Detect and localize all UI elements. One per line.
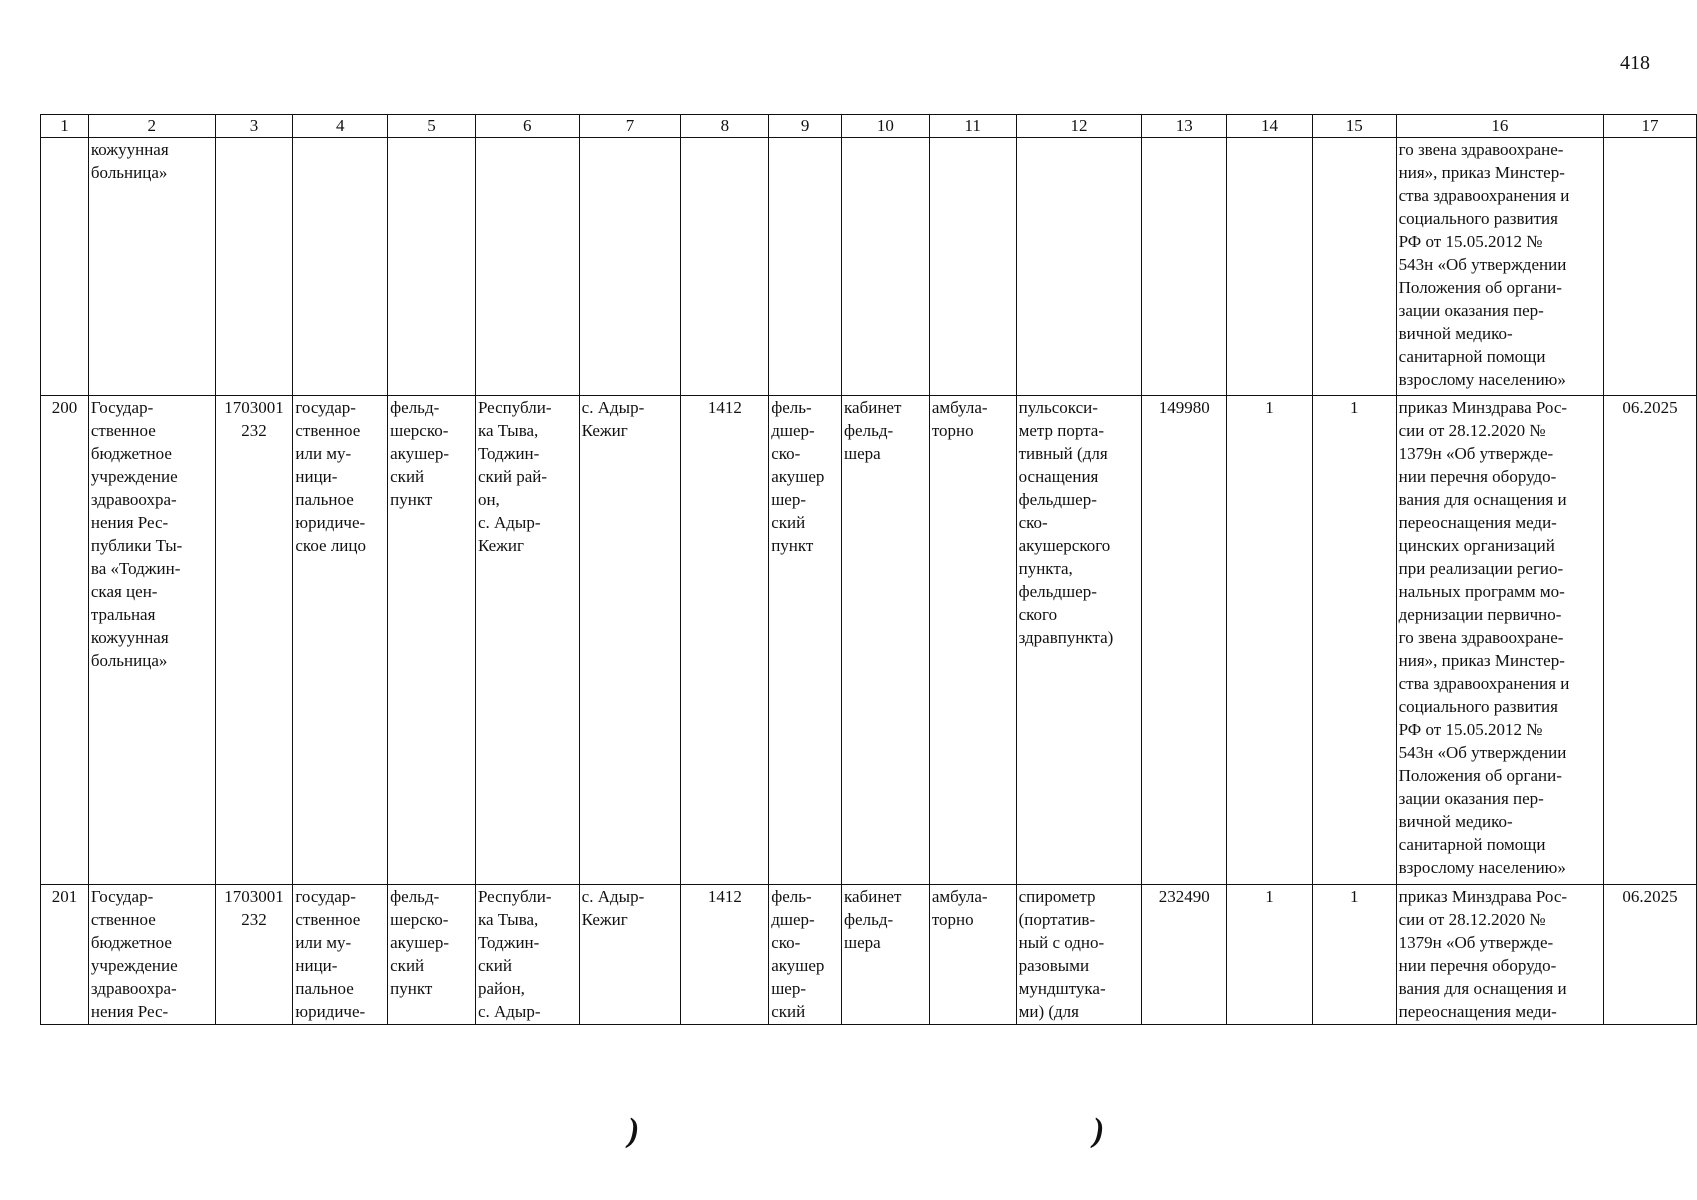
organization-code: 1703001 232	[215, 885, 293, 1025]
column-number: 14	[1227, 115, 1313, 138]
care-form	[929, 138, 1016, 396]
column-number: 16	[1396, 115, 1603, 138]
column-number: 11	[929, 115, 1016, 138]
quantity: 1	[1227, 885, 1313, 1025]
column-number: 13	[1142, 115, 1227, 138]
page-number: 418	[1620, 52, 1650, 74]
care-form: амбула- торно	[929, 396, 1016, 885]
quantity: 1	[1227, 396, 1313, 885]
care-form: амбула- торно	[929, 885, 1016, 1025]
quantity	[1227, 138, 1313, 396]
column-number: 5	[388, 115, 476, 138]
settlement	[579, 138, 681, 396]
date	[1604, 138, 1697, 396]
column-number: 10	[842, 115, 930, 138]
date: 06.2025	[1604, 396, 1697, 885]
legal-basis: приказ Минздрава Рос- сии от 28.12.2020 № 1379н «Об утвержде- нии перечня оборудо- вания для оснащения и переоснащения меди- цинских организаций при реализации регио- нальных программ мо- дернизации первично- го звена здравоохране- ния», приказ Минстер- ства здравоохранения и социального развития РФ от 15.05.2012 № 543н «Об утверждении Положения об органи- зации оказания пер- вичной медико- санитарной помощи взрослому населению»	[1396, 396, 1603, 885]
organization-name: Государ- ственное бюджетное учреждение здравоохра- нения Рес-	[88, 885, 215, 1025]
oktmo-code: 1412	[681, 885, 769, 1025]
column-number: 2	[88, 115, 215, 138]
unit-type: фельд- шерско- акушер- ский пункт	[388, 396, 476, 885]
equipment: спирометр (портатив- ный с одно- разовыми мундштука- ми) (для	[1016, 885, 1142, 1025]
table-row	[41, 138, 1697, 396]
column-number: 6	[475, 115, 579, 138]
address	[475, 138, 579, 396]
quantity	[1312, 138, 1396, 396]
organization-code	[215, 138, 293, 396]
legal-form	[293, 138, 388, 396]
settlement: с. Адыр- Кежиг	[579, 396, 681, 885]
row-number	[41, 138, 89, 396]
unit-type: фельд- шерско- акушер- ский пункт	[388, 885, 476, 1025]
subdivision: фель- дшер- ско- акушер шер- ский	[769, 885, 842, 1025]
organization-code: 1703001 232	[215, 396, 293, 885]
column-number: 4	[293, 115, 388, 138]
column-number: 7	[579, 115, 681, 138]
column-number: 15	[1312, 115, 1396, 138]
address: Республи- ка Тыва, Тоджин- ский район, с. Адыр-	[475, 885, 579, 1025]
equipment	[1016, 138, 1142, 396]
organization-name: кожуунная больница»	[88, 138, 215, 396]
equipment-table	[40, 114, 1697, 1025]
settlement: с. Адыр- Кежиг	[579, 885, 681, 1025]
handwritten-mark: )	[628, 1112, 640, 1149]
quantity: 1	[1312, 396, 1396, 885]
price: 149980	[1142, 396, 1227, 885]
room: кабинет фельд- шера	[842, 885, 930, 1025]
column-number: 17	[1604, 115, 1697, 138]
handwritten-mark: )	[1093, 1112, 1105, 1149]
column-number: 3	[215, 115, 293, 138]
legal-form: государ- ственное или му- ници- пальное юридиче- ское лицо	[293, 396, 388, 885]
price	[1142, 138, 1227, 396]
equipment: пульсокси- метр порта- тивный (для оснащения фельдшер- ско- акушерского пункта, фельдшер- ского здравпункта)	[1016, 396, 1142, 885]
legal-form: государ- ственное или му- ници- пальное юридиче-	[293, 885, 388, 1025]
row-number: 201	[41, 885, 89, 1025]
unit-type	[388, 138, 476, 396]
subdivision: фель- дшер- ско- акушер шер- ский пункт	[769, 396, 842, 885]
column-number: 1	[41, 115, 89, 138]
date: 06.2025	[1604, 885, 1697, 1025]
column-number: 12	[1016, 115, 1142, 138]
legal-basis: приказ Минздрава Рос- сии от 28.12.2020 № 1379н «Об утвержде- нии перечня оборудо- вания для оснащения и переоснащения меди-	[1396, 885, 1603, 1025]
room: кабинет фельд- шера	[842, 396, 930, 885]
table-row	[41, 396, 1697, 885]
column-number-row	[41, 115, 1697, 138]
address: Республи- ка Тыва, Тоджин- ский рай- он, с. Адыр- Кежиг	[475, 396, 579, 885]
row-number: 200	[41, 396, 89, 885]
quantity: 1	[1312, 885, 1396, 1025]
oktmo-code	[681, 138, 769, 396]
column-number: 9	[769, 115, 842, 138]
oktmo-code: 1412	[681, 396, 769, 885]
subdivision	[769, 138, 842, 396]
legal-basis: го звена здравоохране- ния», приказ Минстер- ства здравоохранения и социального развития РФ от 15.05.2012 № 543н «Об утверждении Положения об органи- зации оказания пер- вичной медико- санитарной помощи взрослому населению»	[1396, 138, 1603, 396]
table-row	[41, 885, 1697, 1025]
column-number: 8	[681, 115, 769, 138]
price: 232490	[1142, 885, 1227, 1025]
room	[842, 138, 930, 396]
organization-name: Государ- ственное бюджетное учреждение здравоохра- нения Рес- публики Ты- ва «Тоджин- ская цен- тральная кожуунная больница»	[88, 396, 215, 885]
